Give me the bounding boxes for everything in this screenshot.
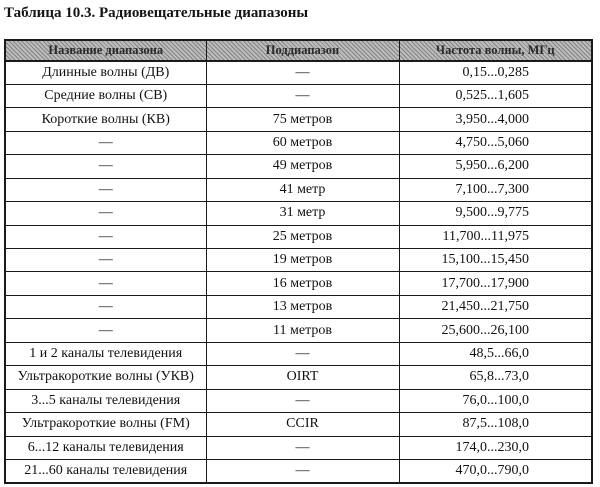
header-subband: Поддиапазон <box>206 40 399 61</box>
band-name-cell: 21...60 каналы телевидения <box>5 459 206 483</box>
subband-cell: — <box>206 84 399 107</box>
table-caption: Таблица 10.3. Радиовещательные диапазоны <box>4 5 309 21</box>
table-row <box>5 459 592 483</box>
band-name-cell: — <box>5 295 206 318</box>
band-name-cell: — <box>5 131 206 154</box>
broadcast-bands-table <box>4 39 593 484</box>
band-name-cell: Длинные волны (ДВ) <box>5 61 206 84</box>
frequency-cell: 21,450...21,750 <box>399 295 592 318</box>
frequency-cell: 25,600...26,100 <box>399 319 592 342</box>
table-row <box>5 178 592 201</box>
header-frequency: Частота волны, МГц <box>399 40 592 61</box>
frequency-cell: 87,5...108,0 <box>399 413 592 436</box>
frequency-cell: 17,700...17,900 <box>399 272 592 295</box>
table-row <box>5 295 592 318</box>
frequency-cell: 5,950...6,200 <box>399 155 592 178</box>
subband-cell: 41 метр <box>206 178 399 201</box>
table-row <box>5 61 592 84</box>
header-band-name: Название диапазона <box>5 40 206 61</box>
band-name-cell: 6...12 каналы телевидения <box>5 436 206 459</box>
table-row <box>5 389 592 412</box>
subband-cell: OIRT <box>206 366 399 389</box>
frequency-cell: 65,8...73,0 <box>399 366 592 389</box>
subband-cell: 49 метров <box>206 155 399 178</box>
subband-cell: CCIR <box>206 413 399 436</box>
subband-cell: 19 метров <box>206 249 399 272</box>
band-name-cell: — <box>5 225 206 248</box>
frequency-cell: 3,950...4,000 <box>399 108 592 131</box>
subband-cell: 75 метров <box>206 108 399 131</box>
table-row <box>5 155 592 178</box>
frequency-cell: 11,700...11,975 <box>399 225 592 248</box>
table-row <box>5 319 592 342</box>
frequency-cell: 9,500...9,775 <box>399 202 592 225</box>
band-name-cell: Ультракороткие волны (FM) <box>5 413 206 436</box>
subband-cell: — <box>206 342 399 365</box>
subband-cell: 11 метров <box>206 319 399 342</box>
band-name-cell: — <box>5 178 206 201</box>
frequency-cell: 7,100...7,300 <box>399 178 592 201</box>
subband-cell: 31 метр <box>206 202 399 225</box>
table-header-row <box>5 40 592 61</box>
frequency-cell: 15,100...15,450 <box>399 249 592 272</box>
subband-cell: — <box>206 459 399 483</box>
subband-cell: 25 метров <box>206 225 399 248</box>
frequency-cell: 174,0...230,0 <box>399 436 592 459</box>
frequency-cell: 0,525...1,605 <box>399 84 592 107</box>
band-name-cell: Средние волны (СВ) <box>5 84 206 107</box>
table-row <box>5 366 592 389</box>
table-row <box>5 131 592 154</box>
table-row <box>5 342 592 365</box>
table-row <box>5 272 592 295</box>
band-name-cell: Ультракороткие волны (УКВ) <box>5 366 206 389</box>
subband-cell: 13 метров <box>206 295 399 318</box>
band-name-cell: — <box>5 272 206 295</box>
table-row <box>5 225 592 248</box>
frequency-cell: 4,750...5,060 <box>399 131 592 154</box>
subband-cell: 16 метров <box>206 272 399 295</box>
frequency-cell: 48,5...66,0 <box>399 342 592 365</box>
subband-cell: 60 метров <box>206 131 399 154</box>
band-name-cell: — <box>5 202 206 225</box>
subband-cell: — <box>206 61 399 84</box>
band-name-cell: 1 и 2 каналы телевидения <box>5 342 206 365</box>
frequency-cell: 0,15...0,285 <box>399 61 592 84</box>
band-name-cell: — <box>5 155 206 178</box>
frequency-cell: 76,0...100,0 <box>399 389 592 412</box>
table-row <box>5 84 592 107</box>
table-row <box>5 436 592 459</box>
table-row <box>5 413 592 436</box>
band-name-cell: 3...5 каналы телевидения <box>5 389 206 412</box>
table-row <box>5 249 592 272</box>
frequency-cell: 470,0...790,0 <box>399 459 592 483</box>
subband-cell: — <box>206 389 399 412</box>
band-name-cell: — <box>5 249 206 272</box>
band-name-cell: Короткие волны (КВ) <box>5 108 206 131</box>
subband-cell: — <box>206 436 399 459</box>
table-row <box>5 202 592 225</box>
band-name-cell: — <box>5 319 206 342</box>
table-row <box>5 108 592 131</box>
